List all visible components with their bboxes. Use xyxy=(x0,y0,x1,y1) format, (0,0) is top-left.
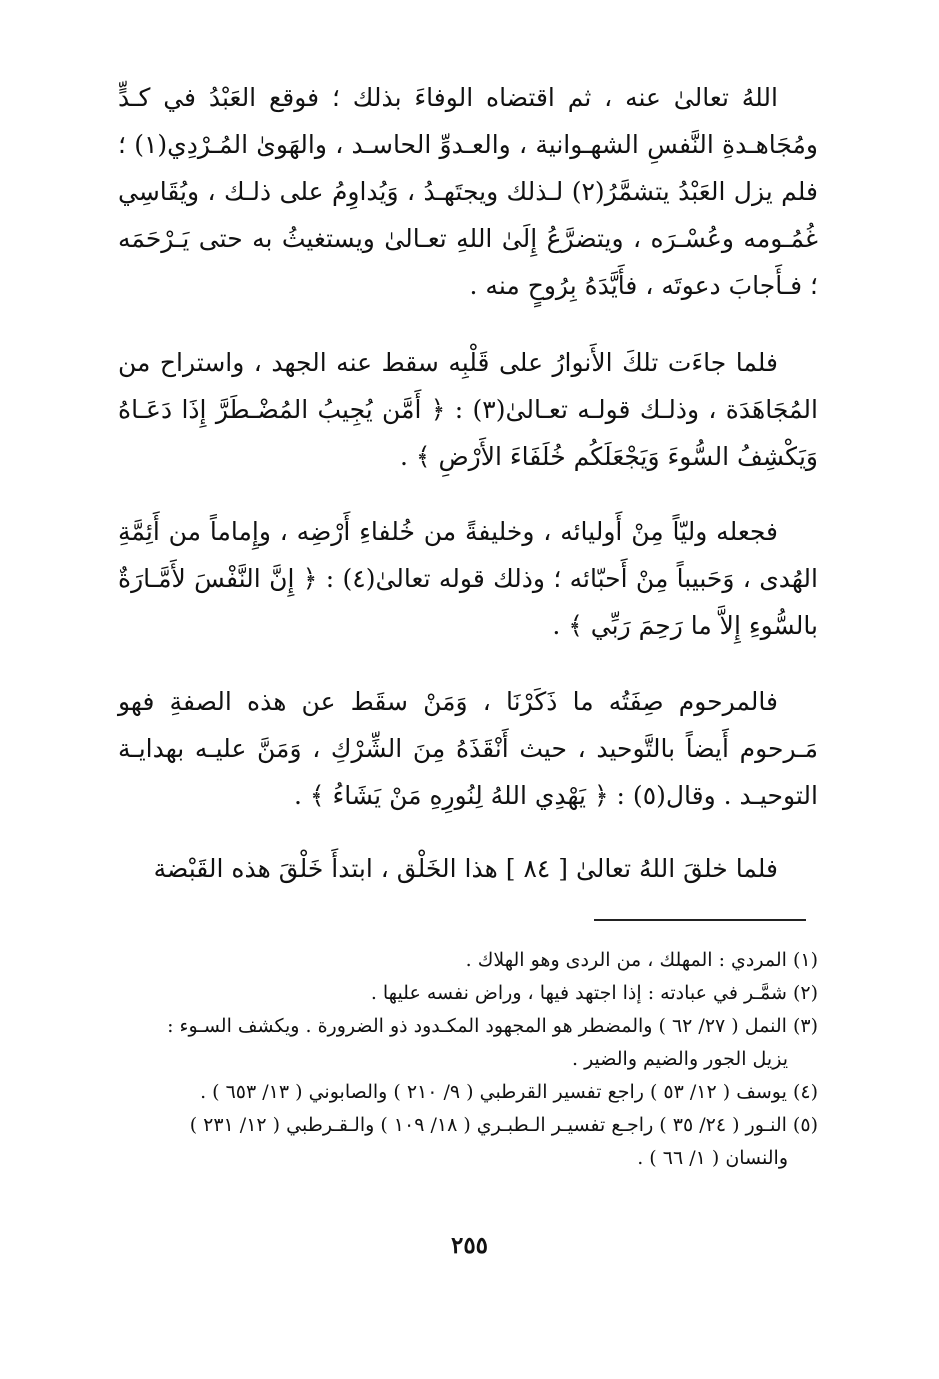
footnote-5-continued: والنسان ( ١/ ٦٦ ) . xyxy=(637,1147,788,1169)
main-text xyxy=(118,74,818,922)
footnote-4: (٤) يوسف ( ١٢/ ٥٣ ) راجع تفسير القرطبي ( ٩/ ٢١٠ ) والصابوني ( ١٣/ ٦٥٣ ) . xyxy=(200,1081,818,1103)
footnote-5: (٥) النـور ( ٢٤/ ٣٥ ) راجـع تفسيـر الـطبـري ( ١٨/ ١٠٩ ) والـقـرطبي ( ١٢/ ٢٣١ ) xyxy=(189,1114,818,1136)
footnote-3: (٣) النمل ( ٢٧/ ٦٢ ) والمضطر هو المجهود المكـدود ذو الضرورة . ويكشف السـوء : xyxy=(167,1015,818,1037)
paragraph-4: فالمرحوم صِفَتُه ما ذَكَرْنَا ، وَمَنْ سقَط عن هذه الصفةِ فهو مَـرحوم أَيضاً بالتَّوحيد ، حيث أَنْقَذَهُ مِنَ الشِّرْكِ ، وَمَنَّ عليـه بهدايـة التوحيـد . وقال(٥) : ﴿ يَهْدِي اللهُ لِنُورِهِ مَنْ يَشَاءُ ﴾ . xyxy=(118,687,818,810)
footnote-1: (١) المردي : المهلك ، من الردى وهو الهلاك . xyxy=(465,949,818,971)
paragraph-1: اللهُ تعالىٰ عنه ، ثم اقتضاه الوفاءَ بذلك ؛ فوقع العَبْدُ في كـدٍّ ومُجَاهـدةِ النَّفسِ الشهـوانية ، والعـدوِّ الحاسـد ، والهَوىٰ المُـرْدِي(١) ؛ فلم يزل العَبْدُ يتشمَّرُ(٢) لـذلك ويجتَهـدُ ، وَيُداوِمُ على ذلـك ، ويُقَاسِي غُمُـومه وعُسْـرَه ، ويتضرَّعُ إِلَىٰ اللهِ تعـالىٰ ويستغيثُ به حتى يَـرْحَمَه ؛ فـأَجابَ دعوتَه ، فأَيَّدَهُ بِرُوحٍ منه . xyxy=(118,83,818,300)
footnote-2: (٢) شمَّـر في عبادته : إذا اجتهد فيها ، وراض نفسه عليها . xyxy=(370,982,818,1004)
page-number: ٢٥٥ xyxy=(450,1232,489,1259)
paragraph-5: فلما خلقَ اللهُ تعالىٰ [ ٨٤ ] هذا الخَلْق ، ابتدأَ خَلْقَ هذه القَبْضة xyxy=(153,854,778,883)
footnote-3-continued: يزيل الجور والضيم والضير . xyxy=(571,1048,788,1070)
footnote-divider xyxy=(594,919,806,921)
paragraph-2: فلما جاءَت تلكَ الأَنوارُ على قَلْبِه سقط عنه الجهد ، واستراح من المُجَاهَدَة ، وذلـك قولـه تعـالىٰ(٣) : ﴿ أَمَّن يُجِيبُ المُضْـطَرَّ إِذَا دَعَـاهُ وَيَكْشِفُ السُّوءَ وَيَجْعَلَكُم خُلَفَاءَ الأَرْضِ ﴾ . xyxy=(118,348,818,471)
paragraph-3: فجعله وليّاً مِنْ أَوليائه ، وخليفةً من خُلفاءِ أَرْضِه ، وإِماماً من أَئِمَّةِ الهُدى ، وَحَبيباً مِنْ أَحبّائه ؛ وذلك قوله تعالىٰ(٤) : ﴿ إِنَّ النَّفْسَ لأَمَّـارَةٌ بالسُّوءِ إِلاَّ ما رَحِمَ رَبِّي ﴾ . xyxy=(118,517,818,640)
footnotes xyxy=(118,944,818,1175)
